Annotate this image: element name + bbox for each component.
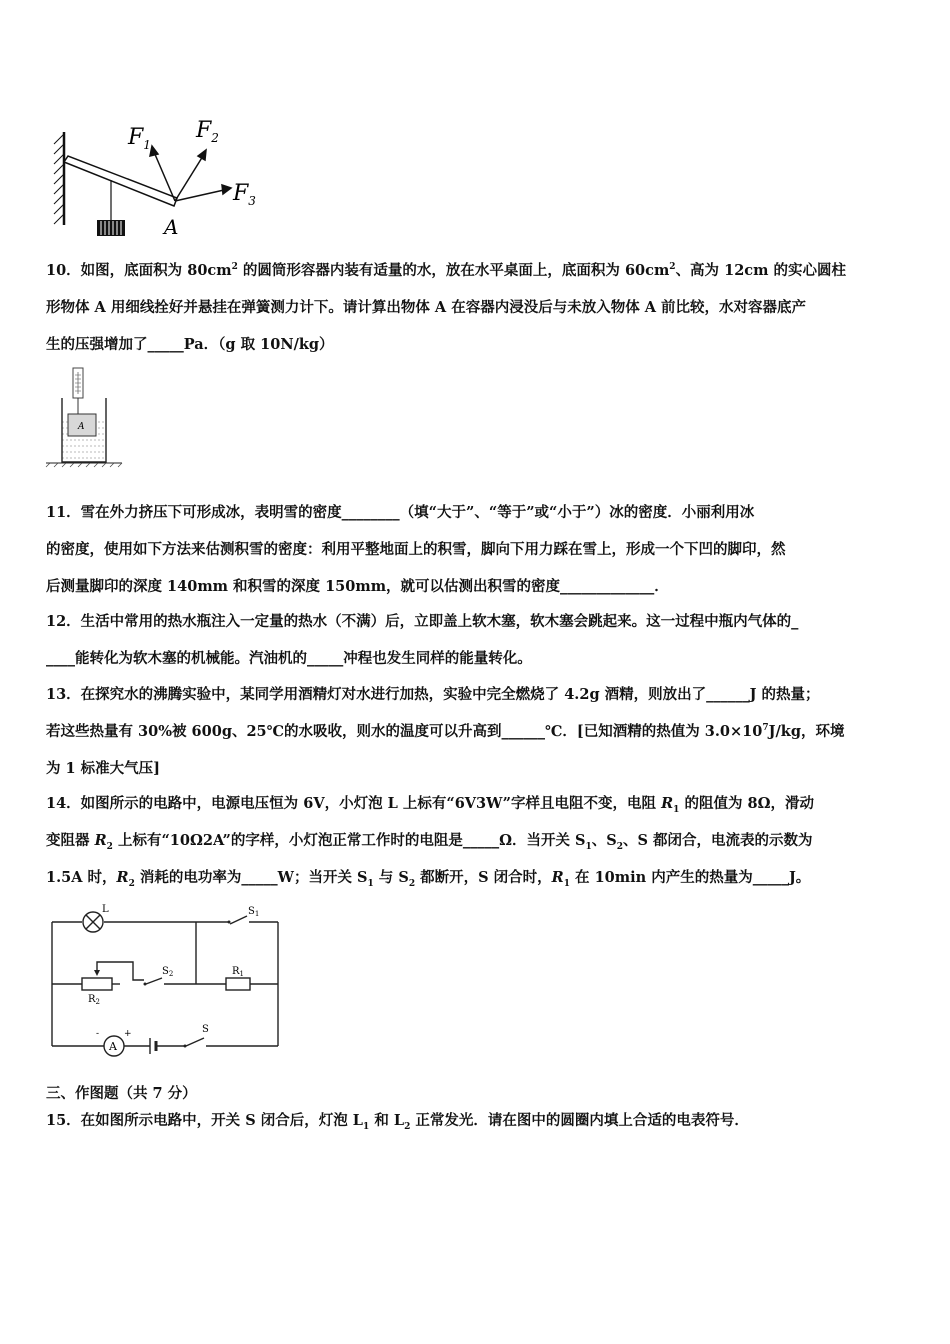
resistor-r2-label: $R_2$ — [88, 994, 100, 1006]
question-10: 10．如图，底面积为 $80cm^2$ 的圆筒形容器内装有适量的水，放在水平桌面上，底面积为 $60cm^2$、高为 12cm 的实心圆柱 形物体 A 用细线拴好并悬挂在弹簧测力计下。请计算出物体 A 在容器内浸没后与未放入物体 A 前比较，水对容器底产 生的压强增加了_____Pa．（g 取 10N/kg） — [46, 262, 847, 353]
point-a-label: A — [164, 215, 179, 239]
circuit-figure — [44, 902, 284, 1060]
force-f2-label: $F_2$ — [196, 118, 219, 145]
ammeter-minus: - — [96, 1029, 100, 1039]
question-14: 14．如图所示的电路中，电源电压恒为 6V，小灯泡 L 上标有“6V3W”字样且电阻不变，电阻 $R_1$ 的阻值为 8Ω，滑动 变阻器 $R_2$ 上标有“10Ω2A”的字样，小灯泡正常工作时的电阻是_____Ω．当开关 $S_1$、$S_2$、S 都闭合，电流表的示数为 1.5A 时，$R_2$ 消耗的电功率为_____W；当开关 $S_1$ 与 $S_2$ 都断开，S 闭合时，$R_1$ 在 10min 内产生的热量为_____J。 — [46, 795, 814, 889]
question-15: 15．在如图所示电路中，开关 S 闭合后，灯泡 $L_1$ 和 $L_2$ 正常发光．请在图中的圆圈内填上合适的电表符号． — [46, 1112, 749, 1132]
switch-s1-label: $S_1$ — [248, 906, 260, 918]
question-12: 12．生活中常用的热水瓶注入一定量的热水（不满）后，立即盖上软木塞，软木塞会跳起来。这一过程中瓶内气体的_ ____能转化为软木塞的机械能。汽油机的_____冲程也发生同样的能量转化。 — [46, 613, 799, 667]
ammeter-label: A — [109, 1040, 117, 1053]
object-a-label: A — [78, 422, 85, 432]
section-3-title: 三、作图题（共 7 分） — [46, 1085, 197, 1102]
resistor-r1-label: $R_1$ — [232, 966, 244, 978]
switch-s2-label: $S_2$ — [162, 966, 174, 978]
question-11: 11．雪在外力挤压下可形成冰，表明雪的密度________（填“大于”、“等于”或“小于”）冰的密度．小丽利用冰 的密度，使用如下方法来估测积雪的密度：利用平整地面上的积雪，脚向下用力踩在雪上，形成一个下凹的脚印，然 后测量脚印的深度 140mm 和积雪的深度 150mm，就可以估测出积雪的密度_____________． — [46, 504, 786, 595]
lamp-label: L — [102, 904, 109, 915]
lever-figure — [50, 110, 265, 245]
container-figure — [44, 366, 124, 468]
question-13: 13．在探究水的沸腾实验中，某同学用酒精灯对水进行加热，实验中完全燃烧了 4.2g 酒精，则放出了______J 的热量； 若这些热量有 30%被 600g、25℃的水吸收，则水的温度可以升高到______℃．[已知酒精的热值为 $3.0\times 10^7J/kg$，环境 为 1 标准大气压] — [46, 686, 845, 777]
ammeter-plus: + — [124, 1029, 132, 1039]
switch-s-label: S — [202, 1024, 209, 1035]
force-f1-label: $F_1$ — [128, 125, 151, 152]
force-f3-label: $F_3$ — [233, 181, 256, 208]
